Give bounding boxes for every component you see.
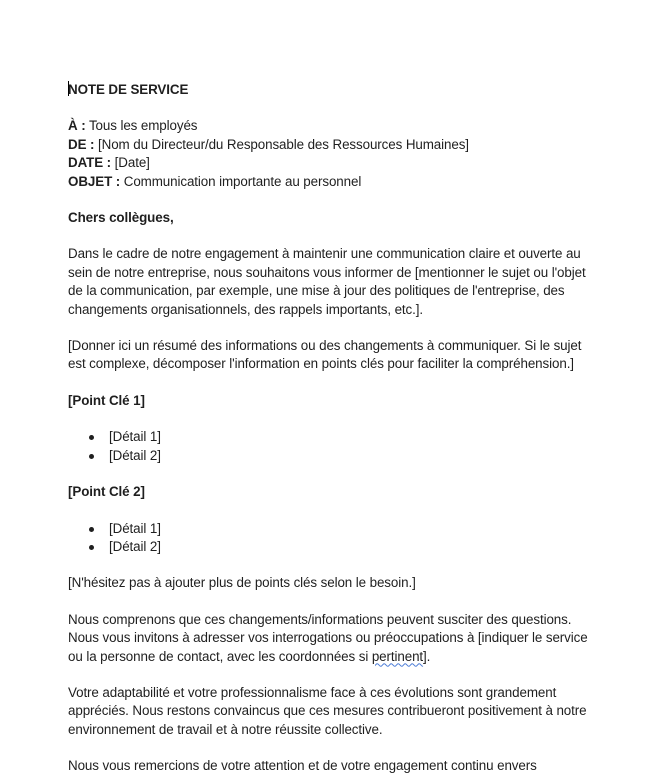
intro-paragraph[interactable]: Dans le cadre de notre engagement à maintenir une communication claire et ouverte au sein de notre entreprise, nous souhaitons vous informer de [mentionner le sujet ou l'objet de la communication, par exemple, une mise à jour des politiques de l'entreprise, des changements organisationnels, des rappels importants, etc.]. (68, 246, 586, 317)
key-point-heading-1[interactable]: [Point Clé 1] (68, 392, 145, 408)
list-item-text: [Détail 2] (109, 538, 161, 554)
field-label: DATE : (68, 155, 112, 171)
document-body[interactable] (68, 81, 588, 776)
field-value: Communication importante au personnel (123, 173, 362, 189)
contact-text: Nous comprenons que ces changements/informations peuvent susciter des questions. Nous vous invitons à adresser vos interrogations ou préoccupations à [indiquer le service ou la personne de contact, avec les coordonnées si (68, 611, 588, 664)
add-more-note[interactable]: [N'hésitez pas à ajouter plus de points clés selon le besoin.] (68, 575, 416, 591)
key-point-2-details (68, 520, 588, 557)
contact-text-end: ]. (423, 648, 431, 664)
key-point-heading-2[interactable]: [Point Clé 2] (68, 484, 145, 500)
list-item-text: [Détail 2] (109, 447, 161, 463)
bullet-icon (89, 545, 94, 550)
contact-paragraph[interactable] (68, 611, 588, 666)
field-label: OBJET : (68, 173, 121, 189)
field-value: [Date] (114, 155, 150, 171)
field-label: À : (68, 118, 86, 134)
salutation[interactable]: Chers collègues, (68, 210, 174, 226)
list-item[interactable] (68, 428, 588, 446)
bullet-icon (89, 454, 94, 459)
list-item[interactable] (68, 447, 588, 465)
appreciation-paragraph[interactable]: Votre adaptabilité et votre professionnalisme face à ces évolutions sont grandement appréciés. Nous restons convaincus que ces mesures contribueront positivement à notre environnement de travail et à notre réussite collective. (68, 684, 587, 737)
list-item-text: [Détail 1] (109, 520, 161, 536)
list-item[interactable] (68, 538, 588, 556)
bullet-icon (89, 527, 94, 532)
field-value: [Nom du Directeur/du Responsable des Ressources Humaines] (98, 136, 469, 152)
list-item[interactable] (68, 520, 588, 538)
header-field-to[interactable] (68, 117, 588, 135)
header-field-subject[interactable] (68, 173, 588, 191)
header-field-date[interactable] (68, 154, 588, 172)
key-point-1-details (68, 428, 588, 465)
closing-paragraph[interactable]: Nous vous remercions de votre attention et de votre engagement continu envers (68, 758, 537, 774)
title-text: NOTE DE SERVICE (68, 82, 189, 97)
list-item-text: [Détail 1] (109, 429, 161, 445)
spellcheck-flagged-word[interactable]: pertinent (371, 648, 424, 664)
document-title[interactable] (68, 81, 588, 99)
field-label: DE : (68, 136, 95, 152)
header-field-from[interactable] (68, 136, 588, 154)
field-value: Tous les employés (88, 118, 198, 134)
bullet-icon (89, 435, 94, 440)
summary-paragraph[interactable]: [Donner ici un résumé des informations ou des changements à communiquer. Si le sujet est complexe, décomposer l'information en points clés pour faciliter la compréhension.] (68, 338, 582, 372)
